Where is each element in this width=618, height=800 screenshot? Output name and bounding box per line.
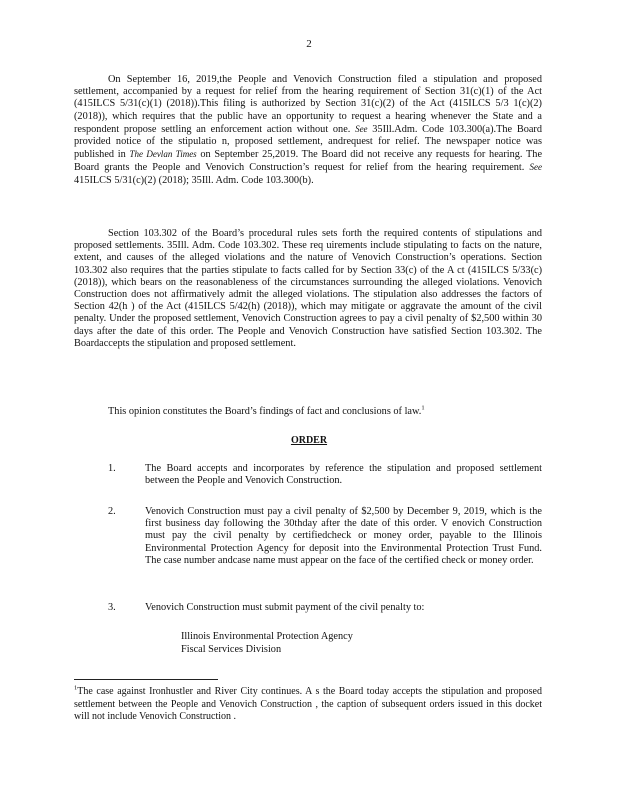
paragraph-stipulation-filing (74, 74, 542, 187)
page-number: 2 (306, 38, 312, 50)
order-item-number: 1. (108, 463, 116, 474)
payment-address (181, 630, 353, 656)
address-line-agency: Illinois Environmental Protection Agency (181, 631, 353, 642)
address-line-division: Fiscal Services Division (181, 644, 282, 655)
footnote-marker: 1 (74, 684, 78, 692)
order-item (108, 463, 542, 487)
paragraph-procedural-rules (74, 228, 542, 350)
order-item-text: The Board accepts and incorporates by reference the stipulation and proposed settlement between the People and Venovich Construction. (145, 463, 542, 487)
order-item-text: Venovich Construction must submit payment of the civil penalty to: (145, 602, 425, 613)
order-item (108, 506, 542, 567)
order-heading: ORDER (290, 435, 328, 446)
paragraph1-text-1: On September 16, 2019,the People and Venovich Construction filed a stipulation and proposed settlement, accompanied by a request for relief from the hearing requirement of Section 31(c)(1) of the Act (415ILCS 5/31(c)(1) (2018)).This filing is authorized by Section 31(c)(2) of the Act (415ILCS 5/3 1(c)(2) (2018)), which requires that the public have an opportunity to request a hearing whenever the State and a respondent propose settling an enforcement action without one. (74, 74, 542, 135)
see-signal: See (355, 123, 368, 134)
footnote (74, 686, 542, 724)
paragraph1-text-4: 415ILCS 5/31(c)(2) (2018); 35Ill. Adm. Code 103.300(b). (74, 174, 314, 186)
paragraph2-text: Section 103.302 of the Board’s procedural rules sets forth the required contents of stipulations and proposed settlements. 35Ill. Adm. Code 103.302. These req uirements include stipulating to facts on the nature, extent, and causes of the alleged violations and the nature of Venovich Construction’s operations. Section 103.302 also requires that the parties stipulate to facts called for by Section 33(c) of the A ct (415ILCS 5/33(c) (2018)), which bears on the reasonableness of the circumstances surrounding the alleged violations. Venovich Construction does not affirmatively admit the alleged violations. The stipulation also addresses the factors of Section 42(h ) of the Act (415ILCS 5/42(h) (2018)), which may mitigate or aggravate the amount of the civil penalty. Under the proposed settlement, Venovich Construction agrees to pay a civil penalty of $2,500 within 30 days after the date of this order. The People and Venovich Construction have satisfied Section 103.302. The Boardaccepts the stipulation and proposed settlement. (74, 228, 542, 349)
paragraph-findings (74, 406, 542, 418)
paragraph1-text-3: on September 25,2019. The Board did not receive any requests for hearing. The Board grants the People and Venovich Construction’s request for relief from the hearing requirement. (74, 149, 543, 174)
order-item-number: 3. (108, 602, 116, 613)
footnote-divider (74, 679, 218, 680)
footnote-reference: 1 (421, 404, 425, 412)
footnote-text: The case against Ironhustler and River City continues. A s the Board today accepts the stipulation and proposed settlement between the People and Venovich Construction , the caption of subsequent orders issued in this docket will not include Venovich Construction . (74, 686, 542, 723)
order-item (108, 602, 542, 614)
see-signal: See (529, 162, 542, 173)
paragraph1-text-2: 35Ill.Adm. Code 103.300(a).The Board provided notice of the stipulatio n, proposed settlement, andrequest for relief. The newspaper notice was published in (74, 123, 542, 161)
newspaper-name: The Devlan Times (129, 149, 197, 160)
paragraph3-text: This opinion constitutes the Board’s findings of fact and conclusions of law. (108, 406, 422, 417)
order-item-number: 2. (108, 506, 116, 517)
order-item-text: Venovich Construction must pay a civil penalty of $2,500 by December 9, 2019, which is the first business day following the 30thday after the date of this order. V enovich Construction must pay the civil penalty by certifiedcheck or money order, payable to the Illinois Environmental Protection Agency for deposit into the Environmental Protection Trust Fund. The case number andcase name must appear on the face of the certified check or money order. (145, 506, 542, 566)
